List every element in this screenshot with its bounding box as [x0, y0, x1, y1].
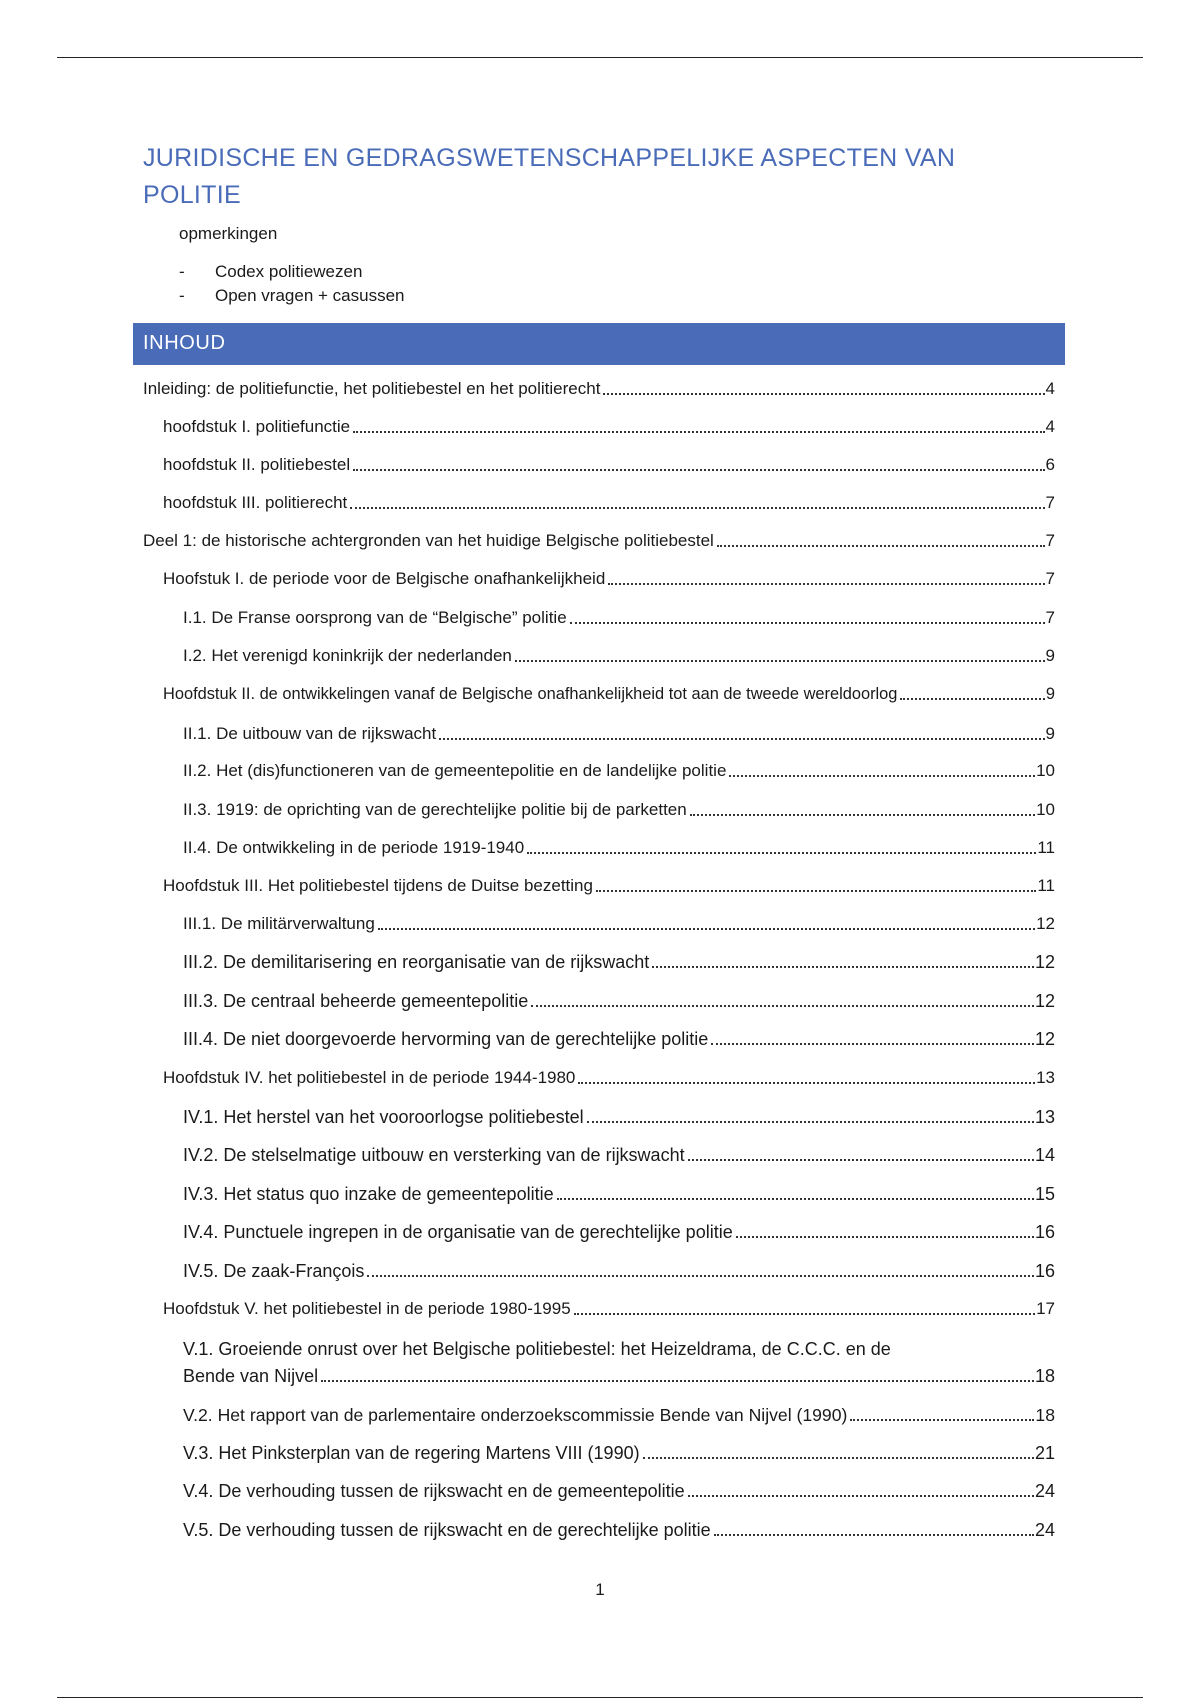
bullet-dash: -: [179, 286, 185, 305]
toc-page-number: 16: [1034, 1222, 1055, 1242]
toc-entry-title: II.3. 1919: de oprichting van de gerechtelijke politie bij de parketten: [183, 800, 687, 819]
toc-entry[interactable]: [183, 798, 1055, 822]
toc-dot-leader: [596, 890, 1036, 892]
toc-entry[interactable]: [183, 1259, 1055, 1283]
toc-entry[interactable]: [163, 1297, 1055, 1321]
toc-page-number: 18: [1035, 1405, 1055, 1425]
toc-dot-leader: [729, 775, 1035, 777]
toc-dot-leader: [711, 1043, 1034, 1045]
page-number: 1: [595, 1580, 605, 1599]
toc-entry[interactable]: [163, 453, 1055, 477]
remark-item: [179, 284, 404, 308]
toc-dot-leader: [688, 1159, 1034, 1161]
toc-page-number: 12: [1034, 952, 1055, 972]
toc-entry-title: III.4. De niet doorgevoerde hervorming van de gerechtelijke politie: [183, 1029, 709, 1049]
toc-page-number: 4: [1045, 379, 1055, 398]
toc-dot-leader: [527, 852, 1036, 854]
toc-entry-title: I.1. De Franse oorsprong van de “Belgische” politie: [183, 608, 567, 627]
toc-entry-title: Hoofdstuk IV. het politiebestel in de periode 1944-1980: [163, 1068, 576, 1087]
toc-entry-title: Hoofdstuk V. het politiebestel in de periode 1980-1995: [163, 1299, 571, 1318]
toc-entry-title: IV.1. Het herstel van het vooroorlogse politiebestel: [183, 1107, 584, 1127]
toc-entry-title: Bende van Nijvel: [183, 1366, 319, 1386]
toc-entry[interactable]: [143, 377, 1055, 401]
toc-page-number: 12: [1036, 914, 1055, 933]
toc-dot-leader: [350, 507, 1044, 509]
remark-text: Open vragen + casussen: [215, 286, 405, 305]
toc-dot-leader: [578, 1082, 1035, 1084]
toc-entry-title: Hoofdstuk II. de ontwikkelingen vanaf de Belgische onafhankelijkheid tot aan de tweede wereldoorlog: [163, 685, 898, 703]
toc-entry-title: Hoofstuk I. de periode voor de Belgische onafhankelijkheid: [163, 569, 606, 588]
toc-page-number: 9: [1045, 646, 1055, 665]
toc-entry[interactable]: [183, 1220, 1055, 1244]
toc-page-number: 12: [1034, 991, 1055, 1011]
toc-dot-leader: [587, 1121, 1034, 1123]
footer-rule: [57, 1697, 1143, 1698]
toc-entry-title: hoofdstuk III. politierecht: [163, 493, 348, 512]
toc-dot-leader: [690, 814, 1035, 816]
toc-dot-leader: [378, 928, 1035, 930]
toc-dot-leader: [688, 1495, 1034, 1497]
toc-entry[interactable]: [183, 950, 1055, 974]
remark-text: Codex politiewezen: [215, 262, 363, 281]
toc-entry-title: V.3. Het Pinksterplan van de regering Martens VIII (1990): [183, 1443, 640, 1463]
toc-dot-leader: [353, 469, 1044, 471]
toc-entry[interactable]: [183, 1518, 1055, 1542]
toc-dot-leader: [603, 393, 1044, 395]
toc-entry-title: IV.2. De stelselmatige uitbouw en versterking van de rijkswacht: [183, 1145, 685, 1165]
toc-entry-title: V.2. Het rapport van de parlementaire onderzoekscommissie Bende van Nijvel (1990): [183, 1405, 848, 1425]
toc-entry[interactable]: [163, 567, 1055, 591]
toc-page-number: 6: [1045, 455, 1055, 474]
toc-entry-title: V.5. De verhouding tussen de rijkswacht en de gerechtelijke politie: [183, 1520, 711, 1540]
toc-dot-leader: [439, 738, 1044, 740]
toc-entry[interactable]: [183, 722, 1055, 746]
bullet-dash: -: [179, 262, 185, 281]
toc-entry[interactable]: [183, 759, 1055, 783]
toc-entry-title: III.1. De militärverwaltung: [183, 914, 375, 933]
toc-entry[interactable]: [183, 1105, 1055, 1129]
toc-page-number: 7: [1045, 493, 1055, 512]
toc-page-number: 10: [1036, 800, 1055, 819]
toc-entry-title: Inleiding: de politiefunctie, het politiebestel en het politierecht: [143, 379, 601, 398]
toc-entry-title: hoofdstuk II. politiebestel: [163, 455, 351, 474]
toc-page-number: 14: [1034, 1145, 1055, 1165]
toc-page-number: 18: [1034, 1366, 1055, 1386]
toc-entry[interactable]: [183, 836, 1055, 860]
toc-entry[interactable]: [183, 1182, 1055, 1206]
toc-entry-title: IV.4. Punctuele ingrepen in de organisatie van de gerechtelijke politie: [183, 1222, 733, 1242]
toc-dot-leader: [557, 1198, 1034, 1200]
toc-dot-leader: [515, 660, 1045, 662]
toc-dot-leader: [367, 1275, 1034, 1277]
toc-dot-leader: [643, 1457, 1034, 1459]
toc-page-number: 16: [1034, 1261, 1055, 1281]
toc-entry-title: Deel 1: de historische achtergronden van het huidige Belgische politiebestel: [143, 531, 714, 550]
toc-page-number: 7: [1045, 531, 1055, 550]
toc-entry-title: Hoofdstuk III. Het politiebestel tijdens de Duitse bezetting: [163, 876, 593, 895]
toc-dot-leader: [608, 583, 1044, 585]
toc-page-number: 15: [1034, 1184, 1055, 1204]
toc-entry-title: IV.5. De zaak-François: [183, 1261, 365, 1281]
toc-entry[interactable]: [163, 682, 1055, 706]
toc-entry-title: hoofdstuk I. politiefunctie: [163, 417, 351, 436]
toc-entry[interactable]: [163, 491, 1055, 515]
toc-entry[interactable]: [183, 644, 1055, 668]
toc-entry-title: II.4. De ontwikkeling in de periode 1919-1940: [183, 838, 525, 857]
toc-entry-title: II.1. De uitbouw van de rijkswacht: [183, 724, 437, 743]
remarks-label: opmerkingen: [179, 224, 278, 243]
toc-dot-leader: [321, 1380, 1034, 1382]
toc-page-number: 7: [1045, 608, 1055, 627]
toc-entry[interactable]: [143, 529, 1055, 553]
header-rule: [57, 57, 1143, 58]
toc-dot-leader: [900, 698, 1044, 700]
toc-page-number: 17: [1036, 1299, 1055, 1318]
toc-entry[interactable]: [163, 1066, 1055, 1090]
document-title: JURIDISCHE EN GEDRAGSWETENSCHAPPELIJKE ASPECTEN VAN POLITIE: [143, 144, 956, 209]
toc-page-number: 9: [1045, 685, 1055, 703]
toc-entry[interactable]: [183, 606, 1055, 630]
remark-item: [179, 260, 404, 284]
toc-entry[interactable]: [163, 415, 1055, 439]
toc-page-number: 10: [1036, 761, 1055, 780]
toc-page-number: 12: [1034, 1029, 1055, 1049]
toc-page-number: 11: [1037, 838, 1055, 857]
toc-dot-leader: [353, 431, 1044, 433]
toc-page-number: 13: [1036, 1068, 1055, 1087]
toc-entry-title: III.3. De centraal beheerde gemeentepolitie: [183, 991, 529, 1011]
toc-entry[interactable]: [183, 912, 1055, 936]
toc-page-number: 24: [1034, 1520, 1055, 1540]
toc-entry[interactable]: [183, 1027, 1055, 1051]
toc-page-number: 9: [1045, 724, 1055, 743]
toc-dot-leader: [736, 1236, 1034, 1238]
toc-entry[interactable]: [183, 1479, 1055, 1503]
toc-page-number: 13: [1034, 1107, 1055, 1127]
toc-entry-title-line1[interactable]: V.1. Groeiende onrust over het Belgische politiebestel: het Heizeldrama, de C.C.C. en de: [183, 1339, 891, 1359]
toc-dot-leader: [717, 545, 1045, 547]
toc-dot-leader: [574, 1313, 1035, 1315]
toc-entry[interactable]: [183, 1364, 1055, 1388]
toc-entry-title: IV.3. Het status quo inzake de gemeentepolitie: [183, 1184, 554, 1204]
remarks-list: [179, 260, 404, 308]
toc-entry[interactable]: [183, 1403, 1055, 1427]
toc-page-number: 7: [1045, 569, 1055, 588]
toc-dot-leader: [531, 1005, 1034, 1007]
toc-dot-leader: [714, 1534, 1034, 1536]
toc-entry[interactable]: [183, 1441, 1055, 1465]
toc-entry[interactable]: [163, 874, 1055, 898]
toc-page-number: 21: [1034, 1443, 1055, 1463]
toc-dot-leader: [850, 1419, 1034, 1421]
toc-entry[interactable]: [183, 1143, 1055, 1167]
toc-entry-title: II.2. Het (dis)functioneren van de gemeentepolitie en de landelijke politie: [183, 761, 727, 780]
toc-page-number: 4: [1045, 417, 1055, 436]
toc-page-number: 11: [1037, 876, 1055, 895]
toc-entry-title: V.4. De verhouding tussen de rijkswacht en de gemeentepolitie: [183, 1481, 685, 1501]
toc-dot-leader: [570, 622, 1045, 624]
toc-entry-title: III.2. De demilitarisering en reorganisatie van de rijkswacht: [183, 952, 650, 972]
toc-page-number: 24: [1034, 1481, 1055, 1501]
toc-entry[interactable]: [183, 989, 1055, 1013]
toc-dot-leader: [652, 966, 1034, 968]
toc-heading: INHOUD: [133, 323, 1065, 365]
toc-entry-title: I.2. Het verenigd koninkrijk der nederlanden: [183, 646, 512, 665]
